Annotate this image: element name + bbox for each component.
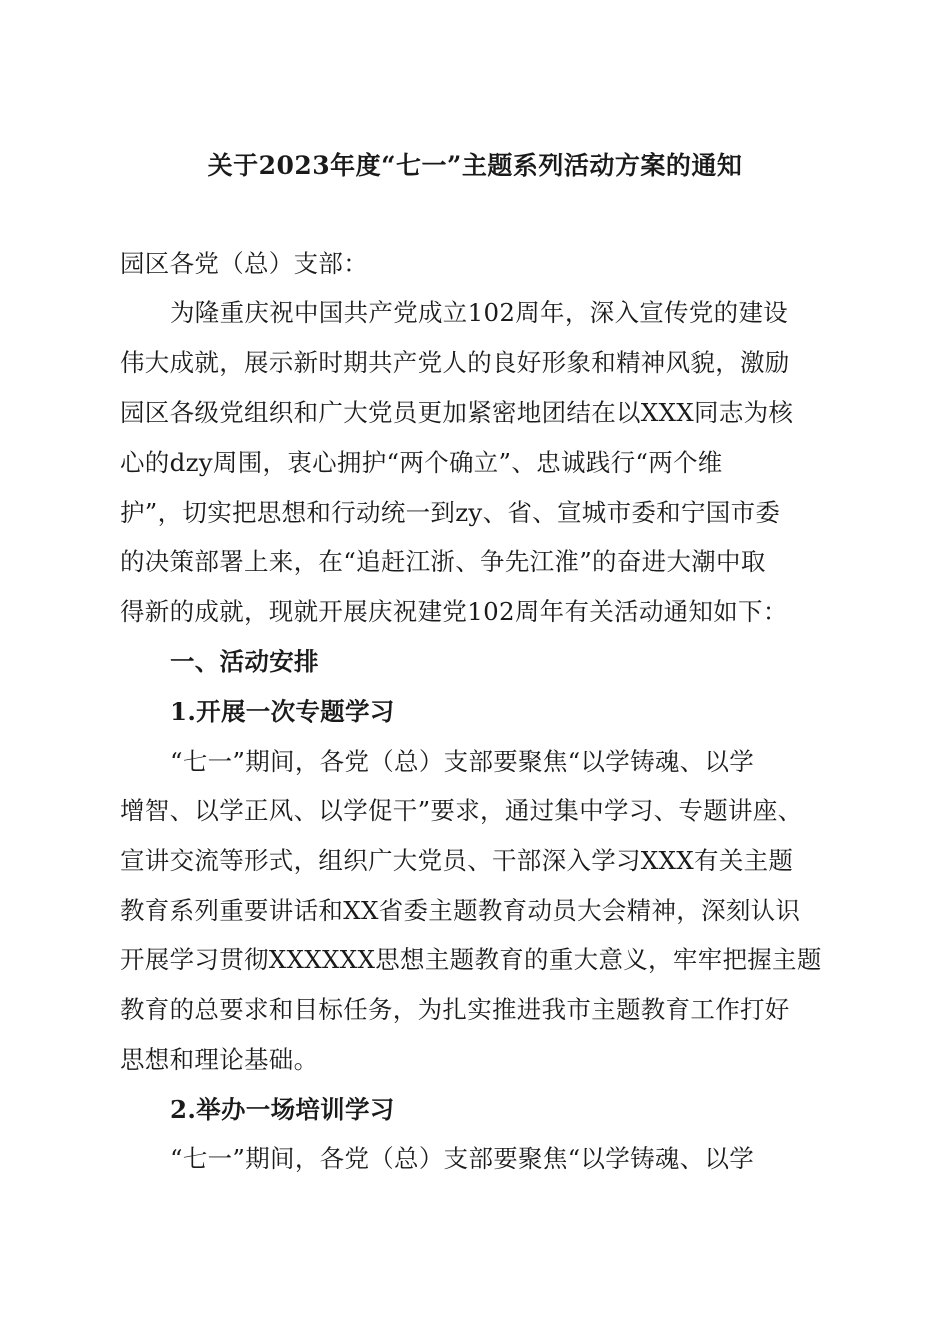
item1-line: 教育系列重要讲话和XX省委主题教育动员大会精神，深刻认识: [120, 896, 801, 925]
item1-line: 宣讲交流等形式，组织广大党员、干部深入学习XXX有关主题: [120, 846, 794, 875]
intro-line: 护”，切实把思想和行动统一到zy、省、宣城市委和宁国市委: [120, 498, 781, 527]
item1-line: 开展学习贯彻XXXXXX思想主题教育的重大意义，牢牢把握主题: [120, 945, 822, 974]
intro-line: 得新的成就，现就开展庆祝建党102周年有关活动通知如下：: [120, 597, 788, 626]
item1-line: 增智、以学正风、以学促干”要求，通过集中学习、专题讲座、: [120, 796, 803, 825]
item1-line: 思想和理论基础。: [120, 1045, 319, 1074]
item1-line: 教育的总要求和目标任务，为扎实推进我市主题教育工作打好: [120, 995, 790, 1024]
item2-line: “七一”期间，各党（总）支部要聚焦“以学铸魂、以学: [170, 1144, 755, 1173]
intro-line: 园区各级党组织和广大党员更加紧密地团结在以XXX同志为核: [120, 398, 794, 427]
section-heading: 一、活动安排: [170, 647, 319, 676]
intro-line: 心的dzy周围，衷心拥护“两个确立”、忠诚践行“两个维: [120, 448, 723, 477]
intro-line: 的决策部署上来，在“追赶江浙、争先江淮”的奋进大潮中取: [120, 547, 766, 576]
intro-line: 伟大成就，展示新时期共产党人的良好形象和精神风貌，激励: [120, 348, 790, 377]
item1-line: “七一”期间，各党（总）支部要聚焦“以学铸魂、以学: [170, 747, 755, 776]
item1-heading: 1.开展一次专题学习: [170, 697, 395, 726]
intro-line: 为隆重庆祝中国共产党成立102周年，深入宣传党的建设: [170, 298, 789, 327]
salutation: 园区各党（总）支部：: [120, 249, 368, 278]
item2-heading: 2.举办一场培训学习: [170, 1095, 395, 1124]
document-title: 关于2023年度“七一”主题系列活动方案的通知: [207, 151, 743, 180]
